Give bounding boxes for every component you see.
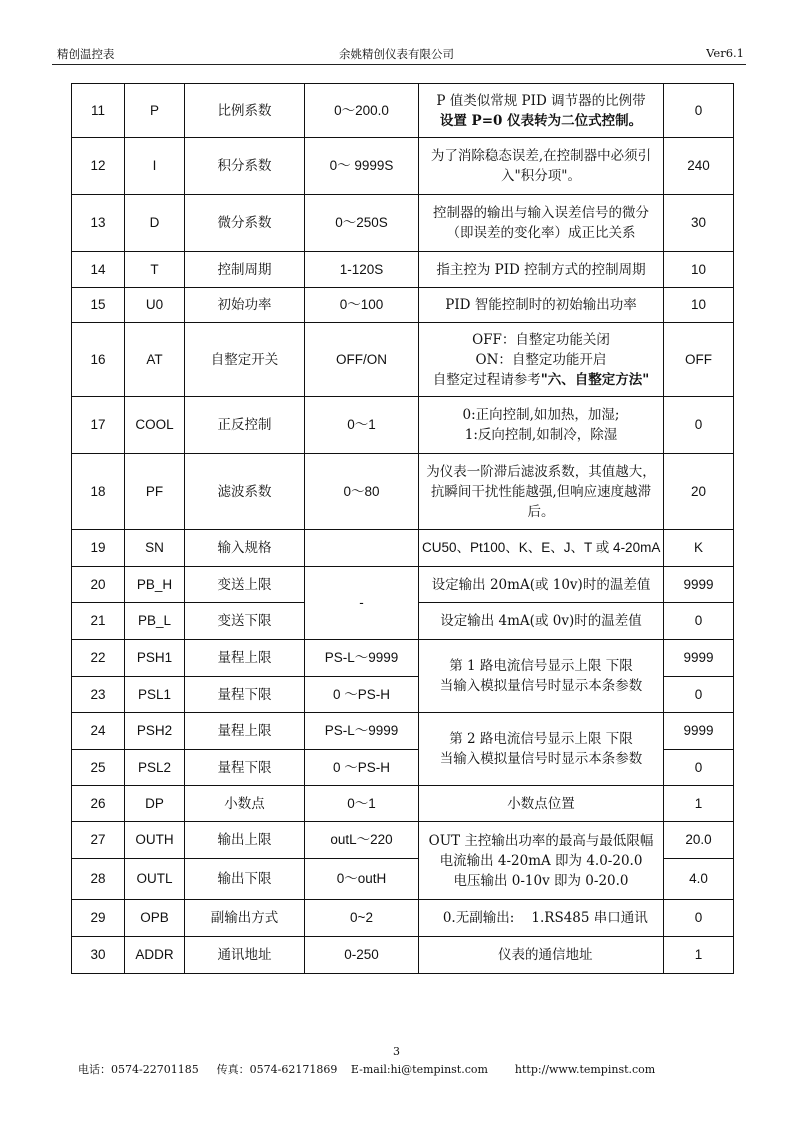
- desc-line: 仪表的通信地址: [489, 947, 593, 963]
- param-desc: [419, 786, 664, 822]
- table-row: [72, 567, 734, 603]
- desc-line: 设定输出 4mA(或 0v)时的温差值: [440, 613, 642, 629]
- param-no: 23: [72, 677, 125, 713]
- desc-line: OUT 主控输出功率的最高与最低限幅: [428, 832, 654, 849]
- param-name: 输出下限: [185, 859, 305, 900]
- desc-line: 入"积分项"。: [501, 168, 581, 184]
- desc-line: [422, 370, 660, 390]
- param-range: 0～ 9999S: [305, 138, 419, 195]
- table-row: [72, 397, 734, 454]
- param-code: I: [125, 138, 185, 195]
- param-name: 量程上限: [185, 713, 305, 750]
- param-code: PF: [125, 454, 185, 530]
- param-range: 0～outH: [305, 859, 419, 900]
- table-row: [72, 530, 734, 567]
- desc-line: 后。: [527, 503, 555, 520]
- param-desc: [419, 530, 664, 567]
- param-no: 24: [72, 713, 125, 750]
- table-row: [72, 84, 734, 138]
- desc-line: PID 智能控制时的初始输出功率: [445, 297, 637, 313]
- desc-line: 控制器的输出与输入误差信号的微分: [433, 205, 649, 221]
- param-no: 11: [72, 84, 125, 138]
- desc-line: 第 2 路电流信号显示上限 下限: [449, 731, 633, 747]
- param-name: 比例系数: [185, 84, 305, 138]
- param-desc: [419, 603, 664, 640]
- param-default: 0: [664, 900, 734, 937]
- param-desc: [419, 937, 664, 974]
- param-default: 9999: [664, 640, 734, 677]
- param-default: 4.0: [664, 859, 734, 900]
- desc-text-bold: "六、自整定方法": [540, 371, 650, 388]
- param-name: 正反控制: [185, 397, 305, 454]
- param-range: 1-120S: [305, 252, 419, 288]
- desc-line: 电压输出 0-10v 即为 0-20.0: [453, 872, 629, 889]
- param-code: PB_H: [125, 567, 185, 603]
- param-default: 0: [664, 397, 734, 454]
- param-name: 量程上限: [185, 640, 305, 677]
- param-desc: [419, 640, 664, 713]
- param-code: PSH1: [125, 640, 185, 677]
- param-desc: [419, 195, 664, 252]
- param-no: 25: [72, 750, 125, 786]
- page-number: 3: [393, 1045, 400, 1058]
- param-desc: [419, 323, 664, 397]
- desc-line: 抗瞬间干扰性能越强,但响应速度越滞: [430, 483, 652, 500]
- param-name: 通讯地址: [185, 937, 305, 974]
- param-range: outL～220: [305, 822, 419, 859]
- param-range: 0 ～PS-H: [305, 677, 419, 713]
- header-left: 精创温控表: [57, 47, 115, 61]
- param-no: 27: [72, 822, 125, 859]
- header-company: 余姚精创仪表有限公司: [339, 47, 454, 61]
- param-no: 12: [72, 138, 125, 195]
- param-no: 17: [72, 397, 125, 454]
- desc-line: 小数点位置: [507, 795, 575, 812]
- param-range: 0～200.0: [305, 84, 419, 138]
- param-range: OFF/ON: [305, 323, 419, 397]
- param-no: 28: [72, 859, 125, 900]
- table-row: [72, 937, 734, 974]
- param-name: 副输出方式: [185, 900, 305, 937]
- param-range: 0～1: [305, 397, 419, 454]
- param-default: 30: [664, 195, 734, 252]
- table-row: [72, 323, 734, 397]
- param-range: 0 ～PS-H: [305, 750, 419, 786]
- desc-line-bold: 设置 P=0 仪表转为二位式控制。: [439, 112, 643, 129]
- param-no: 20: [72, 567, 125, 603]
- param-name: 滤波系数: [185, 454, 305, 530]
- param-default: K: [664, 530, 734, 567]
- param-range: PS-L～9999: [305, 640, 419, 677]
- param-code: PSL1: [125, 677, 185, 713]
- table-row: [72, 640, 734, 677]
- param-code: U0: [125, 288, 185, 323]
- param-no: 18: [72, 454, 125, 530]
- param-code: PSH2: [125, 713, 185, 750]
- desc-line: 为了消除稳态误差,在控制器中必须引: [430, 148, 652, 164]
- param-name: 小数点: [185, 786, 305, 822]
- param-default: 0: [664, 677, 734, 713]
- param-name: 微分系数: [185, 195, 305, 252]
- param-name: 控制周期: [185, 252, 305, 288]
- desc-line: 设定输出 20mA(或 10v)时的温差值: [431, 576, 651, 593]
- param-default: 0: [664, 84, 734, 138]
- param-code: OUTH: [125, 822, 185, 859]
- param-no: 19: [72, 530, 125, 567]
- param-desc: [419, 567, 664, 603]
- table-row: [72, 822, 734, 859]
- param-code: SN: [125, 530, 185, 567]
- param-default: OFF: [664, 323, 734, 397]
- param-desc: [419, 713, 664, 786]
- param-code: P: [125, 84, 185, 138]
- param-default: 9999: [664, 567, 734, 603]
- footer-contact: 电话：0574-22701185 传真：0574-62171869 E-mail:hi@tempinst.com http://www.tempinst.com: [78, 1063, 656, 1076]
- table-row: [72, 454, 734, 530]
- param-default: 20: [664, 454, 734, 530]
- param-range: 0~2: [305, 900, 419, 937]
- param-no: 13: [72, 195, 125, 252]
- param-no: 15: [72, 288, 125, 323]
- param-desc: [419, 900, 664, 937]
- desc-line: ON：自整定功能开启: [475, 351, 607, 368]
- param-range: 0～250S: [305, 195, 419, 252]
- desc-line: 0:正向控制,如加热，加湿;: [462, 407, 620, 423]
- param-name: 初始功率: [185, 288, 305, 323]
- param-default: 9999: [664, 713, 734, 750]
- param-range: 0～80: [305, 454, 419, 530]
- param-code: AT: [125, 323, 185, 397]
- param-default: 0: [664, 603, 734, 640]
- param-desc: [419, 454, 664, 530]
- table-row: [72, 713, 734, 750]
- param-desc: [419, 397, 664, 454]
- desc-line: 指主控为 PID 控制方式的控制周期: [436, 261, 646, 278]
- header-divider: [52, 64, 746, 65]
- param-code: OUTL: [125, 859, 185, 900]
- param-code: PB_L: [125, 603, 185, 640]
- desc-line: P 值类似常规 PID 调节器的比例带: [436, 92, 646, 109]
- desc-line: 0.无副输出: 1.RS485 串口通讯: [434, 910, 648, 926]
- param-name: 自整定开关: [185, 323, 305, 397]
- table-row: [72, 900, 734, 937]
- param-name: 变送上限: [185, 567, 305, 603]
- param-range: [305, 530, 419, 567]
- param-code: D: [125, 195, 185, 252]
- param-no: 21: [72, 603, 125, 640]
- param-range: 0～1: [305, 786, 419, 822]
- table-row: [72, 288, 734, 323]
- table-row: [72, 195, 734, 252]
- param-default: 0: [664, 750, 734, 786]
- param-code: ADDR: [125, 937, 185, 974]
- desc-line: 为仪表一阶滞后滤波系数，其值越大，: [426, 463, 656, 480]
- desc-line: （即误差的变化率）成正比关系: [446, 225, 636, 241]
- param-code: T: [125, 252, 185, 288]
- param-no: 29: [72, 900, 125, 937]
- param-default: 240: [664, 138, 734, 195]
- param-code: DP: [125, 786, 185, 822]
- param-default: 10: [664, 252, 734, 288]
- param-name: 量程下限: [185, 750, 305, 786]
- param-default: 1: [664, 937, 734, 974]
- desc-text: 自整定过程请参考: [432, 371, 541, 388]
- parameter-table: [71, 83, 734, 974]
- param-no: 30: [72, 937, 125, 974]
- desc-line: 电流输出 4-20mA 即为 4.0-20.0: [439, 852, 643, 869]
- param-name: 输入规格: [185, 530, 305, 567]
- param-range: 0-250: [305, 937, 419, 974]
- desc-line: 1:反向控制,如制冷，除湿: [464, 427, 618, 443]
- param-no: 14: [72, 252, 125, 288]
- param-no: 26: [72, 786, 125, 822]
- param-no: 16: [72, 323, 125, 397]
- desc-line: 当输入模拟量信号时显示本条参数: [439, 751, 643, 767]
- param-code: PSL2: [125, 750, 185, 786]
- param-no: 22: [72, 640, 125, 677]
- desc-line: 第 1 路电流信号显示上限 下限: [449, 658, 633, 674]
- param-default: 1: [664, 786, 734, 822]
- table-row: [72, 138, 734, 195]
- table-row: [72, 252, 734, 288]
- param-default: 10: [664, 288, 734, 323]
- param-default: 20.0: [664, 822, 734, 859]
- desc-line: 当输入模拟量信号时显示本条参数: [439, 678, 643, 694]
- param-range: PS-L～9999: [305, 713, 419, 750]
- param-code: COOL: [125, 397, 185, 454]
- param-range: -: [305, 567, 419, 640]
- param-desc: [419, 84, 664, 138]
- param-range: 0～100: [305, 288, 419, 323]
- param-name: 积分系数: [185, 138, 305, 195]
- table-row: [72, 786, 734, 822]
- param-code: OPB: [125, 900, 185, 937]
- header-version: Ver6.1: [706, 46, 744, 60]
- desc-line: CU50、Pt100、K、E、J、T 或 4-20mA: [422, 540, 661, 555]
- param-desc: [419, 822, 664, 900]
- param-name: 变送下限: [185, 603, 305, 640]
- desc-line: OFF：自整定功能关闭: [472, 331, 610, 348]
- param-desc: [419, 138, 664, 195]
- param-desc: [419, 252, 664, 288]
- param-desc: [419, 288, 664, 323]
- param-name: 量程下限: [185, 677, 305, 713]
- param-name: 输出上限: [185, 822, 305, 859]
